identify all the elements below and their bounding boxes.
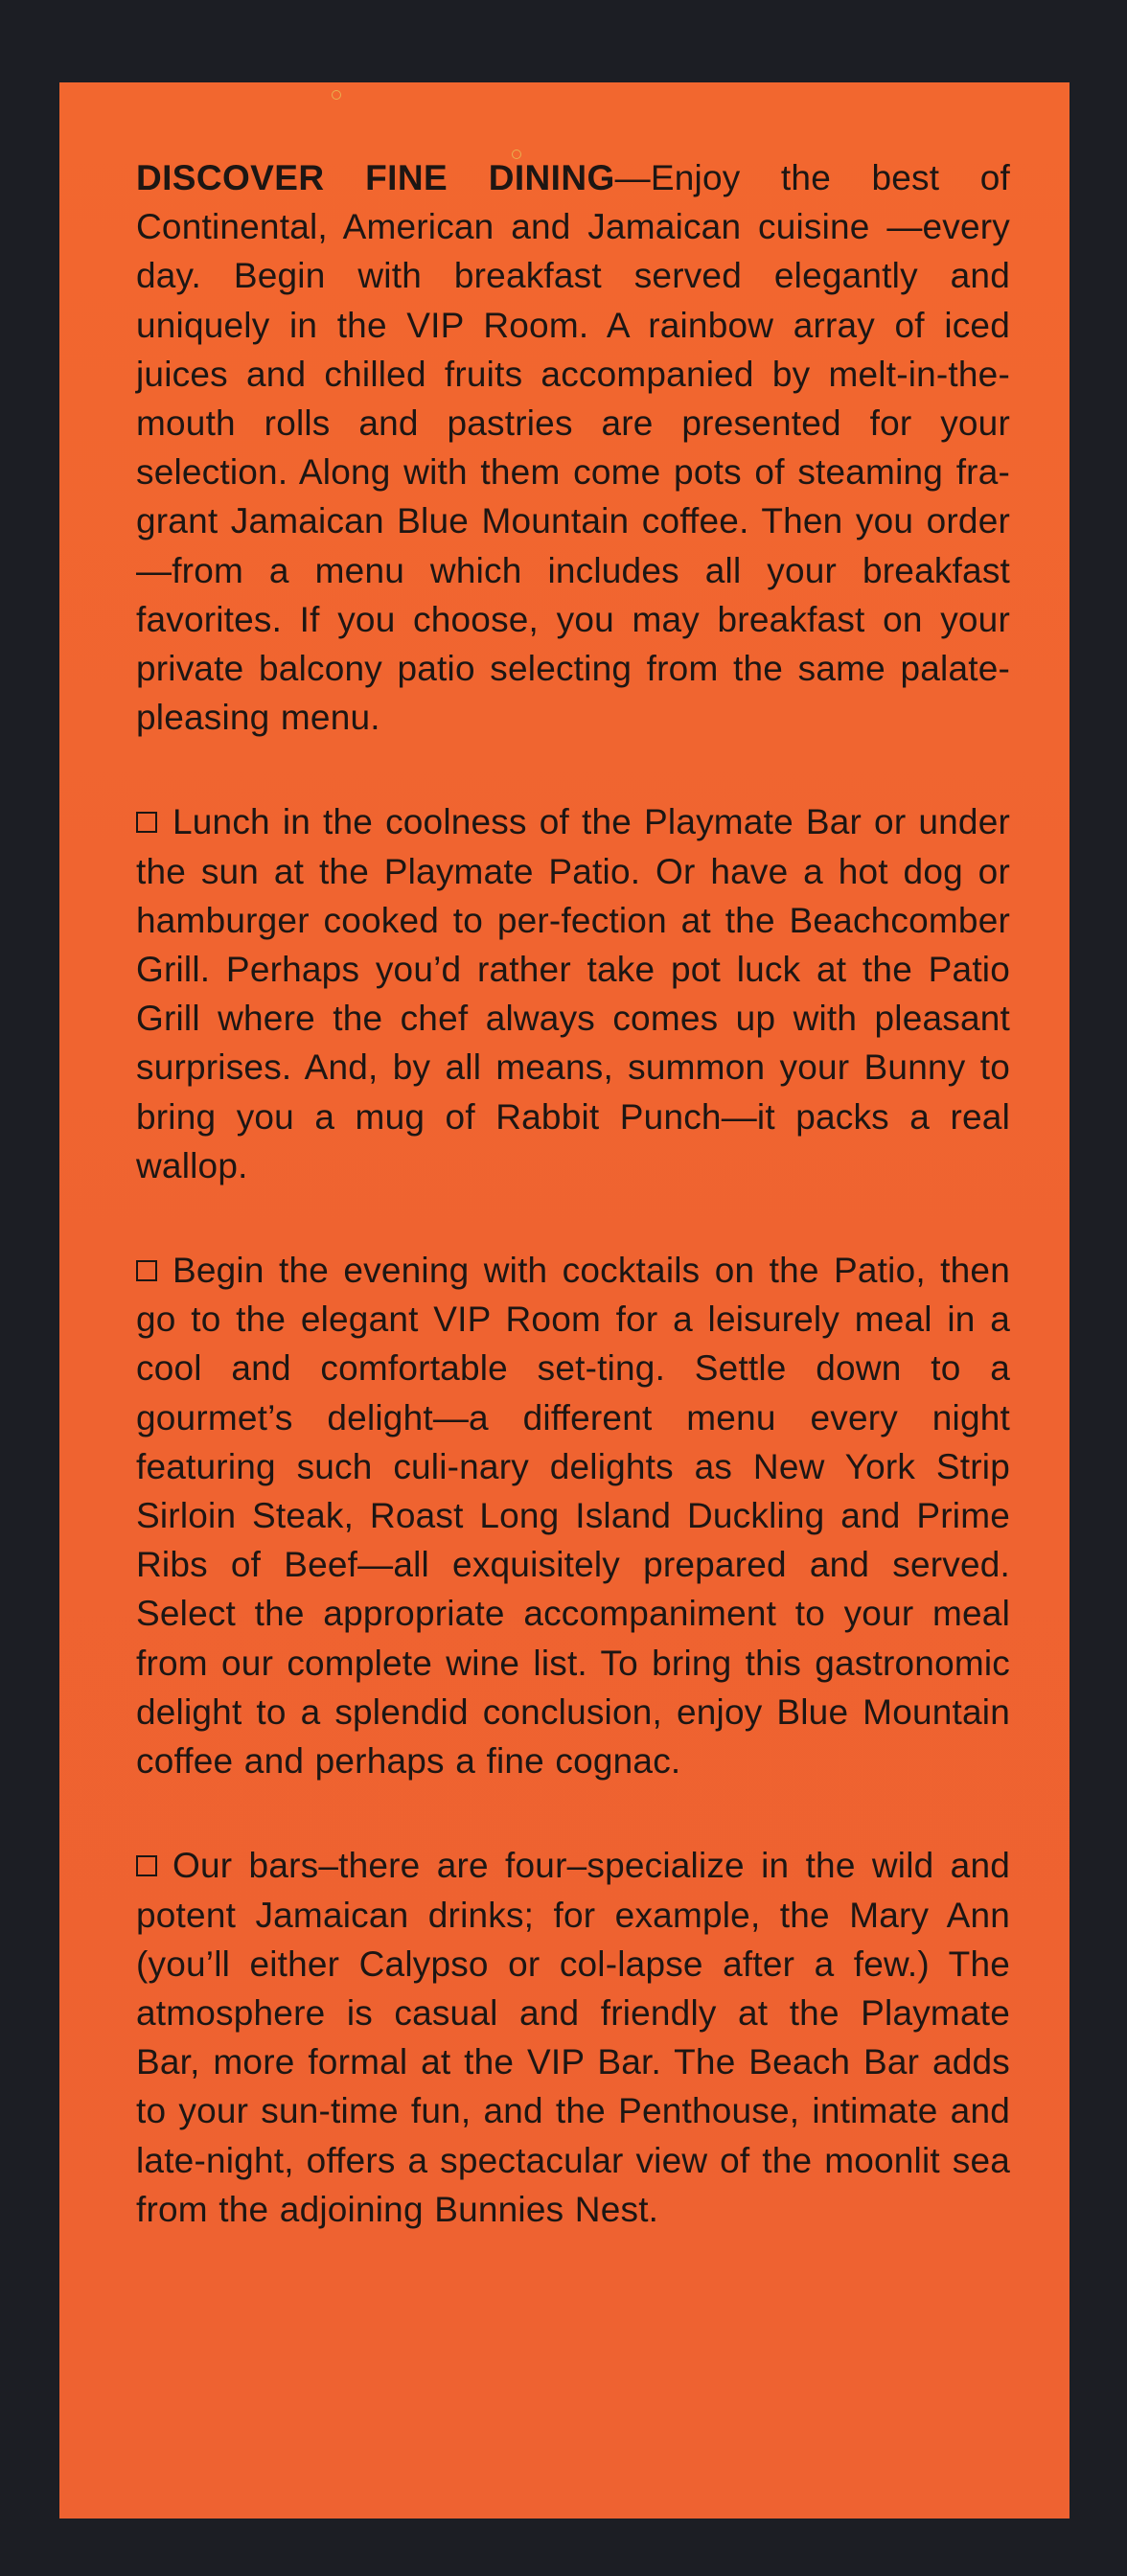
section-heading: DISCOVER FINE DINING [136,158,615,197]
checkbox-square-icon [136,812,157,833]
dining-intro-text: —Enjoy the best of Continental, American and Jamaican cuisine —every day. Begin with breakfast served elegantly and uniquely in the VIP Room. A rainbow array of iced juices and chilled fruits accompanied by melt-in-the-mouth rolls and pastries are presented for your selection. Along with them come pots of steaming fra-grant Jamaican Blue Mountain coffee. Then you order—from a menu which includes all your breakfast favorites. If you choose, you may breakfast on your private balcony patio selecting from the same palate-pleasing menu. [136,158,1010,738]
print-speck [332,90,341,100]
dining-intro-paragraph [136,153,1010,742]
bars-paragraph [136,1841,1010,2234]
evening-paragraph [136,1246,1010,1785]
lunch-paragraph [136,797,1010,1190]
bars-text: Our bars–there are four–specialize in the wild and potent Jamaican drinks; for example, the Mary Ann (you’ll either Calypso or col-lapse after a few.) The atmosphere is casual and friendly at the Playmate Bar, more formal at the VIP Bar. The Beach Bar adds to your sun-time fun, and the Penthouse, intimate and late-night, offers a spectacular view of the moonlit sea from the adjoining Bunnies Nest. [136,1846,1010,2229]
evening-text: Begin the evening with cocktails on the Patio, then go to the elegant VIP Room for a leisurely meal in a cool and comfortable set-ting. Settle down to a gourmet’s delight—a different menu every night featuring such culi-nary delights as New York Strip Sirloin Steak, Roast Long Island Duckling and Prime Ribs of Beef—all exquisitely prepared and served. Select the appropriate accompaniment to your meal from our complete wine list. To bring this gastronomic delight to a splendid conclusion, enjoy Blue Mountain coffee and perhaps a fine cognac. [136,1251,1010,1782]
lunch-text: Lunch in the coolness of the Playmate Bar or under the sun at the Playmate Patio. Or have a hot dog or hamburger cooked to per-fection at the Beachcomber Grill. Perhaps you’d rather take pot luck at the Patio Grill where the chef always comes up with pleasant surprises. And, by all means, summon your Bunny to bring you a mug of Rabbit Punch—it packs a real wallop. [136,802,1010,1185]
checkbox-square-icon [136,1855,157,1876]
print-speck [512,150,521,159]
checkbox-square-icon [136,1260,157,1281]
brochure-panel [59,82,1070,2518]
